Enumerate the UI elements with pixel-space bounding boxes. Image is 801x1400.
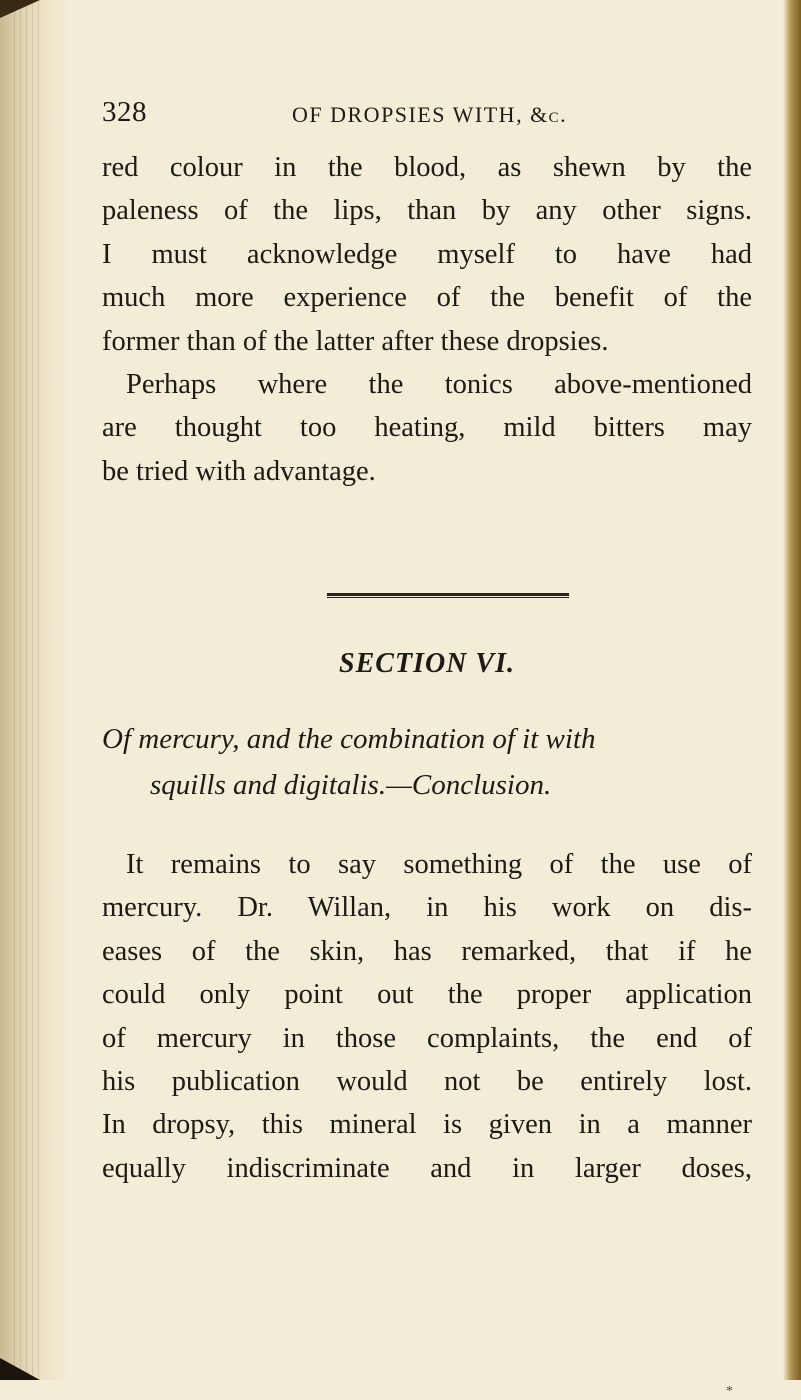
- binding-page-edges: [14, 0, 44, 1380]
- section-heading: SECTION VI.: [339, 648, 515, 679]
- signature-mark: *: [726, 1384, 733, 1399]
- page-header: [102, 96, 752, 146]
- book-page: [102, 96, 752, 1399]
- text-line: red colour in the blood, as shewn by the: [102, 152, 752, 183]
- text-line: paleness of the lips, than by any other signs.: [102, 195, 752, 227]
- text-line: Perhaps where the tonics above-mentioned: [126, 369, 752, 401]
- subtitle-line: Of mercury, and the combination of it with: [102, 723, 596, 755]
- paragraph-continued: [102, 146, 752, 493]
- page-number: 328: [102, 96, 147, 128]
- text-line: his publication would not be entirely lost.: [102, 1066, 752, 1098]
- subtitle-line: squills and digitalis.—Conclusion.: [150, 769, 552, 801]
- text-line: former than of the latter after these dropsies.: [102, 325, 609, 357]
- text-line: much more experience of the benefit of the: [102, 282, 752, 314]
- paragraph-section-body: [102, 843, 752, 1190]
- text-line: I must acknowledge myself to have had: [102, 238, 752, 270]
- text-line: be tried with advantage.: [102, 455, 376, 487]
- section-divider-rule: [327, 593, 569, 598]
- text-line: eases of the skin, has remarked, that if he: [102, 935, 752, 967]
- text-line: In dropsy, this mineral is given in a manner: [102, 1109, 752, 1141]
- text-line: mercury. Dr. Willan, in his work on dis-: [102, 892, 752, 924]
- text-line: could only point out the proper application: [102, 979, 752, 1011]
- running-head: OF DROPSIES WITH, &c.: [292, 102, 568, 127]
- text-line: equally indiscriminate and in larger doses,: [102, 1152, 752, 1184]
- page-edge-right: [783, 0, 801, 1380]
- text-line: are thought too heating, mild bitters may: [102, 412, 752, 444]
- text-line: of mercury in those complaints, the end of: [102, 1022, 752, 1054]
- section-subtitle: [102, 716, 752, 808]
- text-line: It remains to say something of the use of: [126, 849, 752, 880]
